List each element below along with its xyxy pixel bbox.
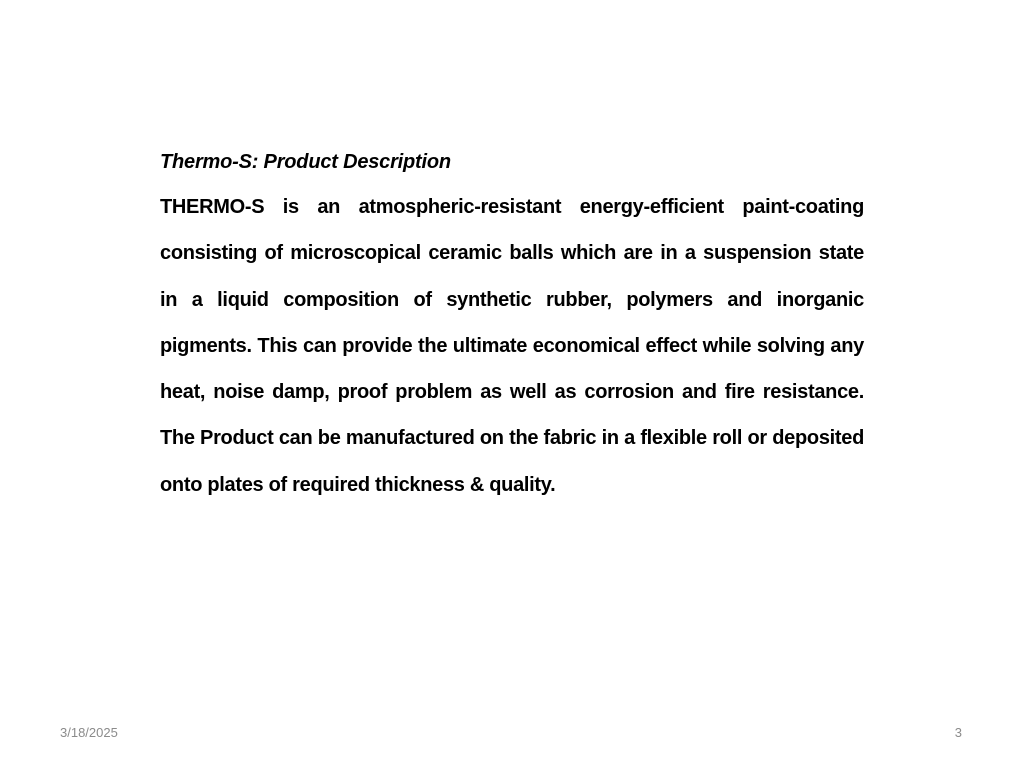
footer-page-number: 3: [954, 725, 962, 740]
slide-heading: Thermo-S: Product Description: [160, 151, 451, 173]
slide-content: [160, 146, 864, 508]
slide-body-text: THERMO-S is an atmospheric-resistant energy-efficient paint-coating consisting of microscopical ceramic balls which are in a suspension state in a liquid composition of synthetic rubber, polymers and inorganic pigments. This can provide the ultimate economical effect while solving any heat, noise damp, proof problem as well as corrosion and fire resistance. The Product can be manufactured on the fabric in a flexible roll or deposited onto plates of required thickness & quality.: [160, 196, 864, 496]
footer-date: 3/18/2025: [60, 725, 118, 740]
